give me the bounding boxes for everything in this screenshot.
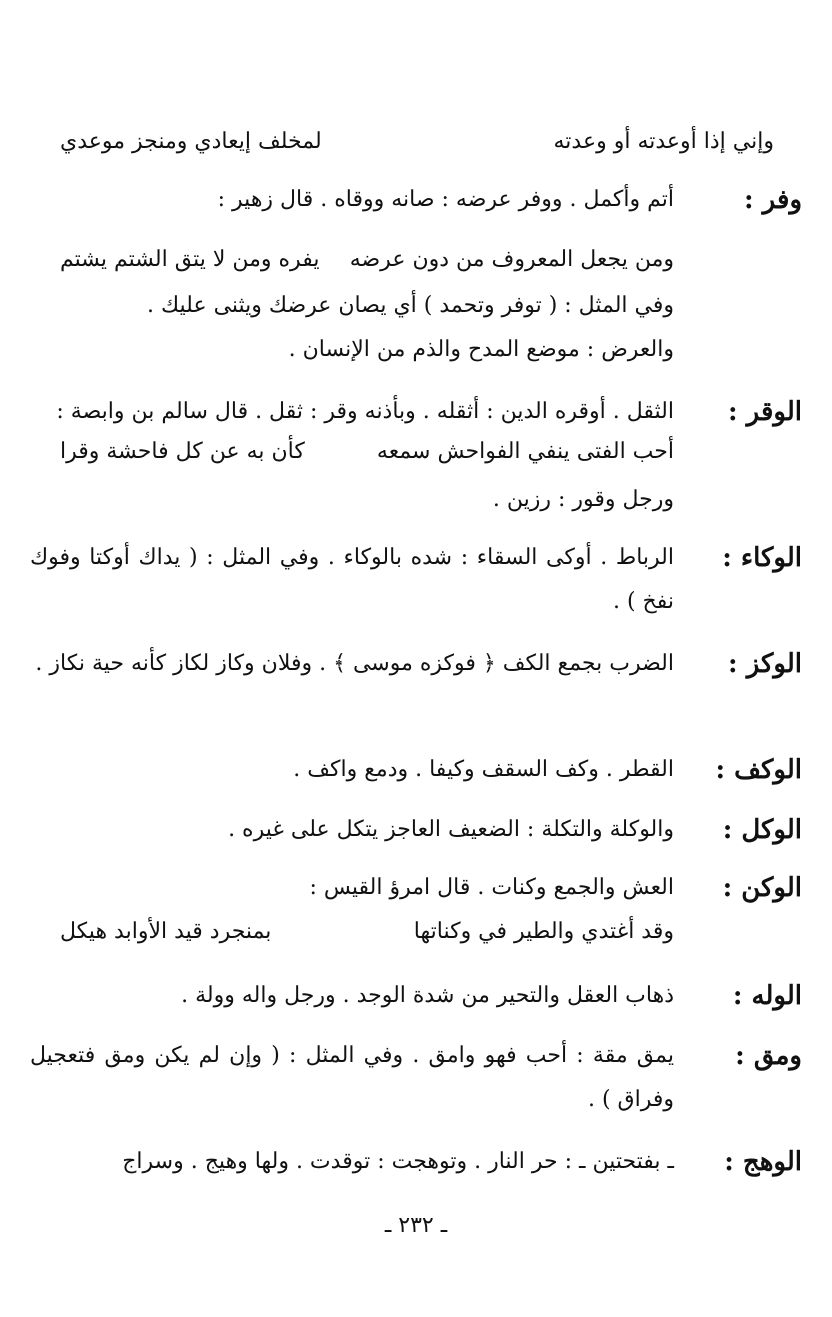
entry-wakz xyxy=(30,642,802,686)
verse-second-hemistich: بمنجرد قيد الأوابد هيكل xyxy=(60,919,272,944)
headword: الوكن : xyxy=(722,873,802,903)
entry-wakf xyxy=(30,748,802,792)
entry-waqr-continued xyxy=(30,478,802,522)
entry-walah xyxy=(30,974,802,1018)
entry-text: ورجل وقور : رزين . xyxy=(492,487,674,512)
verse-second-hemistich: يفره ومن لا يتق الشتم يشتم xyxy=(60,247,320,272)
entry-text: الرباط . أوكى السقاء : شده بالوكاء . وفي المثل : ( يداك أوكتا وفوك نفخ ) . xyxy=(30,545,674,614)
entry-text: ـ بفتحتين ـ : حر النار . وتوهجت : توقدت . ولها وهيج . وسراج xyxy=(122,1149,674,1174)
headword: وفر : xyxy=(744,185,802,215)
headword: الوهج : xyxy=(724,1147,802,1177)
headword: الوكف : xyxy=(715,755,802,785)
entry-text: العش والجمع وكنات . قال امرؤ القيس : xyxy=(309,875,674,900)
verse-first-hemistich: أحب الفتى ينفي الفواحش سمعه xyxy=(376,439,674,464)
verse-line xyxy=(60,912,674,952)
verse-line xyxy=(60,432,674,472)
entry-body xyxy=(30,1034,674,1122)
entry-body xyxy=(30,748,674,792)
verse-first-hemistich: ومن يجعل المعروف من دون عرضه xyxy=(349,247,674,272)
headword: الوله : xyxy=(732,981,802,1011)
entry-text: أتم وأكمل . ووفر عرضه : صانه ووقاه . قال زهير : xyxy=(217,187,674,212)
verse-second-hemistich: لمخلف إيعادي ومنجز موعدي xyxy=(60,129,322,154)
proverb-line: وفي المثل : ( توفر وتحمد ) أي يصان عرضك ويثنى عليك . xyxy=(147,293,674,318)
entry-wakn xyxy=(30,866,802,910)
verse-line xyxy=(60,240,674,280)
entry-wafr xyxy=(30,178,802,222)
entry-body xyxy=(30,536,674,624)
entry-text: الثقل . أوقره الدين : أثقله . وبأذنه وقر : ثقل . قال سالم بن وابصة : xyxy=(56,399,674,424)
verse-second-hemistich: كأن به عن كل فاحشة وقرا xyxy=(60,439,305,464)
headword: الوقر : xyxy=(727,397,802,427)
entry-body xyxy=(30,390,674,434)
headword: ومق : xyxy=(735,1041,802,1071)
entry-text: ذهاب العقل والتحير من شدة الوجد . ورجل واله وولة . xyxy=(181,983,674,1008)
entry-wahaj xyxy=(30,1140,802,1184)
page-number: ـ ٢٣٢ ـ xyxy=(384,1213,448,1238)
entry-wakal xyxy=(30,808,802,852)
entry-body xyxy=(30,642,674,686)
verse-first-hemistich: وإني إذا أوعدته أو وعدته xyxy=(553,129,774,154)
entry-text: الضرب بجمع الكف ﴿ فوكزه موسى ﴾ . وفلان وكاز لكاز كأنه حية نكاز . xyxy=(35,651,674,676)
definition-line: والعرض : موضع المدح والذم من الإنسان . xyxy=(288,337,674,362)
entry-body xyxy=(30,1140,674,1184)
verse-line xyxy=(60,122,774,162)
entry-body xyxy=(30,866,674,910)
entry-body xyxy=(30,178,674,222)
headword: الوكل : xyxy=(722,815,802,845)
entry-waqr xyxy=(30,390,802,434)
entry-body xyxy=(30,808,674,852)
headword: الوكاء : xyxy=(722,543,802,573)
entry-text: القطر . وكف السقف وكيفا . ودمع واكف . xyxy=(293,757,674,782)
verse-first-hemistich: وقد أغتدي والطير في وكناتها xyxy=(413,919,674,944)
entry-text: والوكلة والتكلة : الضعيف العاجز يتكل على غيره . xyxy=(228,817,674,842)
entry-wamiq xyxy=(30,1034,802,1122)
entry-body xyxy=(30,974,674,1018)
entry-body xyxy=(30,478,674,522)
headword: الوكز : xyxy=(728,649,802,679)
entry-text: يمق مقة : أحب فهو وامق . وفي المثل : ( وإن لم يكن ومق فتعجيل وفراق ) . xyxy=(30,1043,674,1112)
entry-wika xyxy=(30,536,802,624)
